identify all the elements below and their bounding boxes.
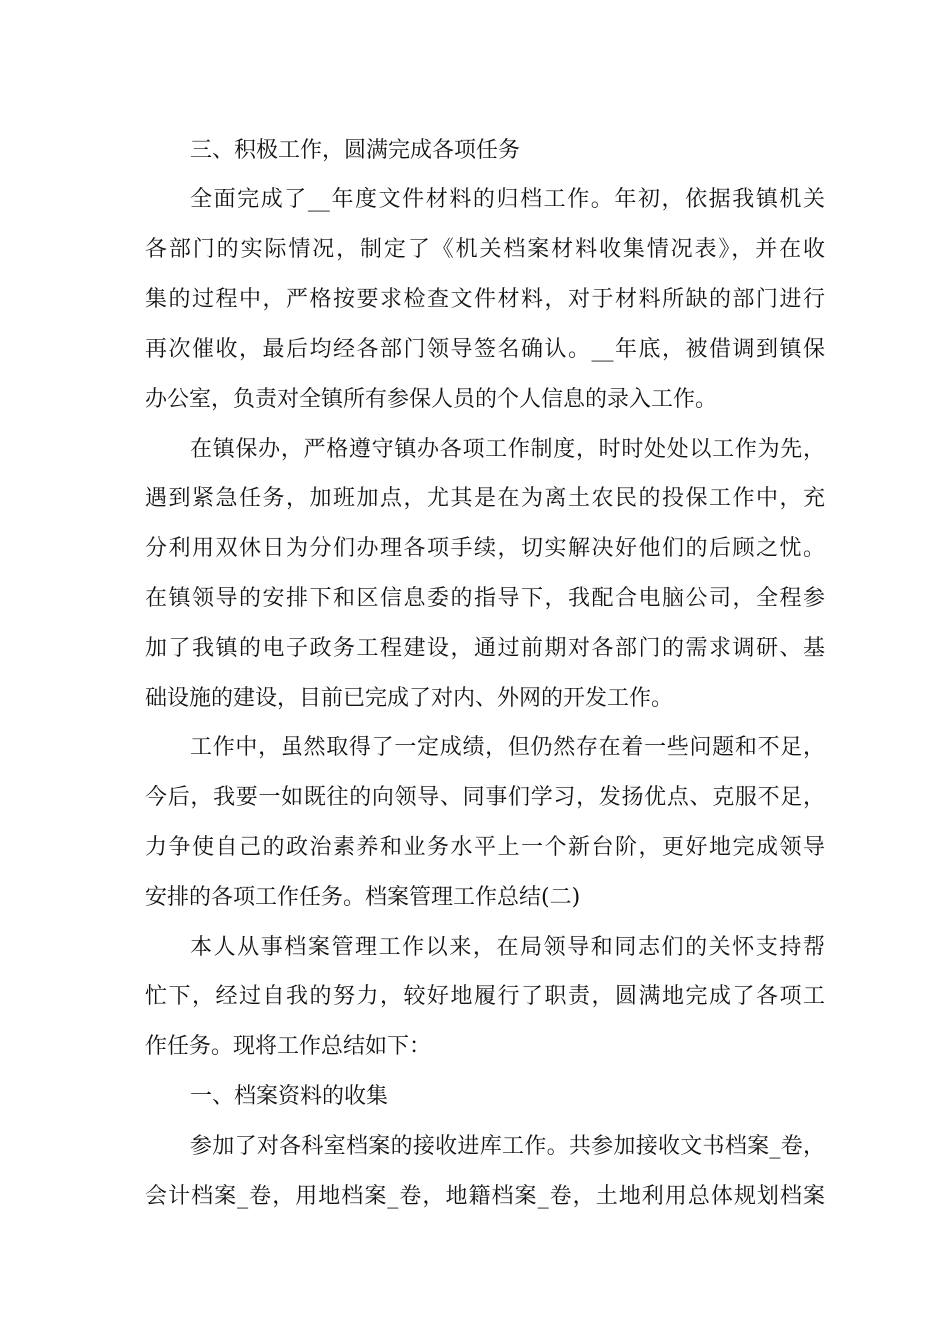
paragraph-line: 各部门的实际情况，制定了《机关档案材料收集情况表》，并在收 [145, 237, 825, 262]
paragraph-line: 今后，我要一如既往的向领导、同事们学习，发扬优点、克服不足， [145, 785, 825, 810]
paragraph-line: 集的过程中，严格按要求检查文件材料，对于材料所缺的部门进行 [145, 287, 825, 312]
paragraph-line: 安排的各项工作任务。档案管理工作总结(二) [145, 885, 581, 910]
paragraph-line: 办公室，负责对全镇所有参保人员的个人信息的录入工作。 [145, 387, 718, 412]
paragraph-line: 分利用双休日为分们办理各项手续，切实解决好他们的后顾之忧。 [145, 536, 825, 561]
paragraph-line: 加了我镇的电子政务工程建设，通过前期对各部门的需求调研、基 [145, 636, 825, 661]
paragraph-line: 作任务。现将工作总结如下： [145, 1034, 432, 1059]
paragraph-line: 在镇领导的安排下和区信息委的指导下，我配合电脑公司，全程参 [145, 586, 825, 611]
paragraph-line: 础设施的建设，目前已完成了对内、外网的开发工作。 [145, 686, 674, 711]
paragraph-line: 遇到紧急任务，加班加点，尤其是在为离土农民的投保工作中，充 [145, 486, 825, 511]
paragraph-line: 参加了对各科室档案的接收进库工作。共参加接收文书档案_卷， [190, 1134, 825, 1159]
paragraph-line: 会计档案_卷，用地档案_卷，地籍档案_卷，土地利用总体规划档案 [145, 1184, 825, 1209]
paragraph-line: 全面完成了__年度文件材料的归档工作。年初，依据我镇机关 [190, 187, 825, 212]
paragraph-line: 再次催收，最后均经各部门领导签名确认。__年底，被借调到镇保 [145, 337, 825, 362]
section-heading: 三、积极工作，圆满完成各项任务 [190, 138, 521, 163]
paragraph-line: 工作中，虽然取得了一定成绩，但仍然存在着一些问题和不足， [190, 735, 825, 760]
paragraph-line: 本人从事档案管理工作以来，在局领导和同志们的关怀支持帮 [190, 935, 825, 960]
section-heading: 一、档案资料的收集 [190, 1084, 389, 1109]
paragraph-line: 忙下，经过自我的努力，较好地履行了职责，圆满地完成了各项工 [145, 984, 825, 1009]
paragraph-line: 在镇保办，严格遵守镇办各项工作制度，时时处处以工作为先， [190, 437, 825, 462]
paragraph-line: 力争使自己的政治素养和业务水平上一个新台阶，更好地完成领导 [145, 835, 825, 860]
